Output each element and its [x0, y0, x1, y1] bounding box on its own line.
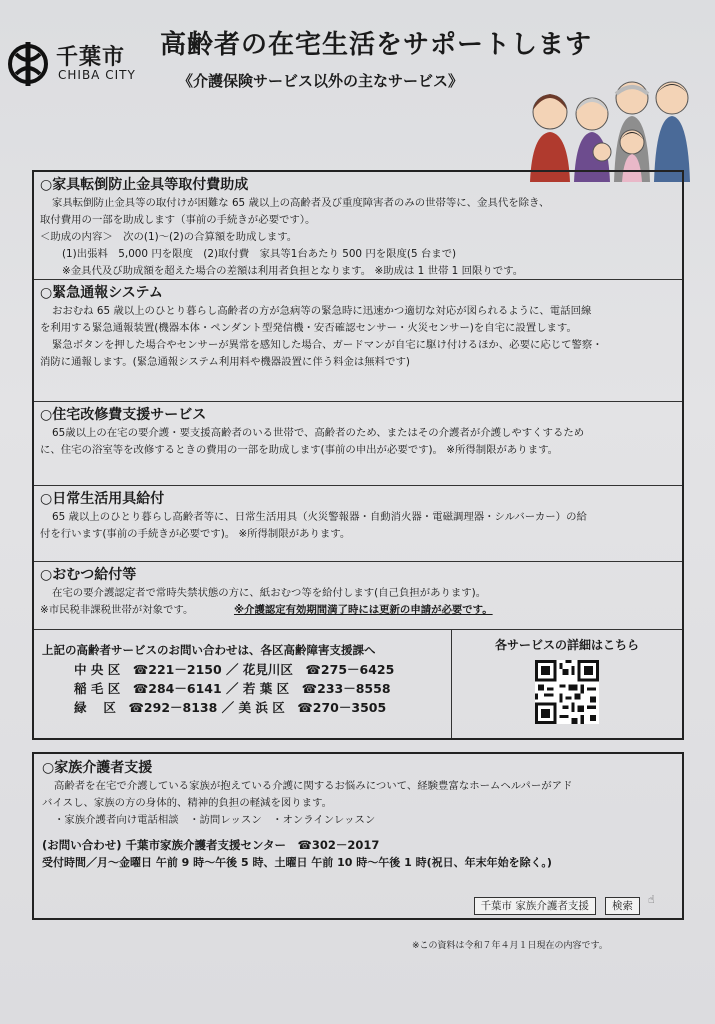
- details-panel: [452, 630, 682, 744]
- section-title: ○家族介護者支援: [42, 760, 153, 776]
- renewal-note: ※介護認定有効期間満了時には更新の申請が必要です。: [233, 604, 493, 616]
- section-line: 65 歳以上のひとり暮らし高齢者等に、日常生活用具（火災警報器・自動消火器・電磁調理器・シルバーカー）の給: [52, 511, 587, 523]
- section-line: 緊急ボタンを押した場合やセンサーが異常を感知した場合、ガードマンが自宅に駆け付けるほか、必要に応じて警察・: [52, 339, 603, 351]
- section-title: ○緊急通報システム: [40, 285, 163, 301]
- contact-row: [34, 630, 682, 738]
- page-subtitle: 《介護保険サービス以外の主なサービス》: [178, 72, 464, 90]
- ward-phone-line: 緑 区 ☎292－8138 ／ 美 浜 区 ☎270－3505: [74, 700, 387, 715]
- page-title: 高齢者の在宅生活をサポートします: [160, 30, 593, 60]
- section-housing: [34, 402, 682, 486]
- family-support-box: [32, 752, 684, 920]
- section-line: 付を行います(事前の手続きが必要です)。 ※所得制限があります。: [40, 528, 351, 540]
- section-title: ○おむつ給付等: [40, 567, 137, 583]
- section-line: おおむね 65 歳以上のひとり暮らし高齢者の方が急病等の緊急時に迅速かつ適切な対応が図られるように、電話回線: [52, 305, 592, 317]
- section-line: ・家族介護者向け電話相談 ・訪問レッスン ・オンラインレッスン: [54, 814, 376, 826]
- ward-contacts: [34, 630, 452, 738]
- qr-code-icon[interactable]: [535, 660, 599, 724]
- section-line: 高齢者を在宅で介護している家族が抱えている介護に関するお悩みについて、経験豊富なホームヘルパーがアド: [54, 780, 573, 792]
- section-line: (1)出張料 5,000 円を限度 (2)取付費 家具等1台あたり 500 円を限度(5 台まで): [62, 248, 457, 260]
- details-label: 各サービスの詳細はこちら: [494, 638, 639, 652]
- section-daily-goods: [34, 486, 682, 562]
- section-title: ○家具転倒防止金具等取付費助成: [40, 177, 249, 193]
- family-hours: 受付時間／月～金曜日 午前 9 時～午後 5 時、土曜日 午前 10 時～午後 1 時(祝日、年末年始を除く。): [42, 856, 552, 869]
- section-line: 消防に通報します。(緊急通報システム利用料や機器設置に伴う料金は無料です): [40, 356, 410, 368]
- section-line: ＜助成の内容＞ 次の(1)～(2)の合算額を助成します。: [40, 231, 298, 243]
- section-line: バイスし、家族の方の身体的、精神的負担の軽減を図ります。: [42, 797, 332, 809]
- section-line: ※金具代及び助成額を超えた場合の差額は利用者負担となります。 ※助成は 1 世帯 1 回限りです。: [62, 265, 524, 277]
- section-line: 65歳以上の在宅の要介護・要支援高齢者のいる世帯で、高齢者のため、またはその介護者が介護しやすくするため: [52, 427, 585, 439]
- section-emergency: [34, 280, 682, 402]
- chiba-city-logo-icon: [8, 36, 48, 92]
- city-name-english: CHIBA CITY: [58, 68, 136, 82]
- section-note: ※市民税非課税世帯が対象です。: [40, 604, 194, 616]
- section-title: ○住宅改修費支援サービス: [40, 407, 207, 423]
- search-term-field[interactable]: 千葉市 家族介護者支援: [474, 897, 596, 915]
- services-box: [32, 170, 684, 740]
- section-line: 家具転倒防止金具等の取付けが困難な 65 歳以上の高齢者及び重度障害者のみの世帯等に、金具代を除き、: [52, 197, 550, 209]
- section-furniture: [34, 172, 682, 280]
- family-inquiry: (お問い合わせ) 千葉市家族介護者支援センター ☎302－2017: [42, 838, 380, 852]
- footnote: ※この資料は令和７年４月１日現在の内容です。: [412, 941, 608, 951]
- contact-heading: 上記の高齢者サービスのお問い合わせは、各区高齢障害支援課へ: [42, 643, 376, 657]
- city-name: 千葉市: [56, 45, 126, 70]
- section-line: を利用する緊急通報装置(機器本体・ペンダント型発信機・安否確認センサー・火災センサー)を自宅に設置します。: [40, 322, 577, 334]
- ward-phone-line: 中 央 区 ☎221－2150 ／ 花見川区 ☎275－6425: [74, 662, 395, 677]
- search-button[interactable]: 検索: [605, 897, 640, 915]
- section-line: [40, 602, 674, 619]
- section-line: 取付費用の一部を助成します（事前の手続きが必要です）。: [40, 214, 316, 226]
- section-line: に、住宅の浴室等を改修するときの費用の一部を助成します(事前の申出が必要です)。 ※所得制限があります。: [40, 444, 559, 456]
- ward-phone-line: 稲 毛 区 ☎284－6141 ／ 若 葉 区 ☎233－8558: [74, 681, 391, 696]
- section-line: 在宅の要介護認定者で常時失禁状態の方に、紙おむつ等を給付します(自己負担があります)。: [52, 587, 487, 599]
- section-title: ○日常生活用具給付: [40, 491, 165, 507]
- family-illustration-icon: [520, 72, 700, 182]
- section-diapers: [34, 562, 682, 630]
- pointer-cursor-icon: ☝: [648, 893, 655, 906]
- search-box: [470, 894, 640, 915]
